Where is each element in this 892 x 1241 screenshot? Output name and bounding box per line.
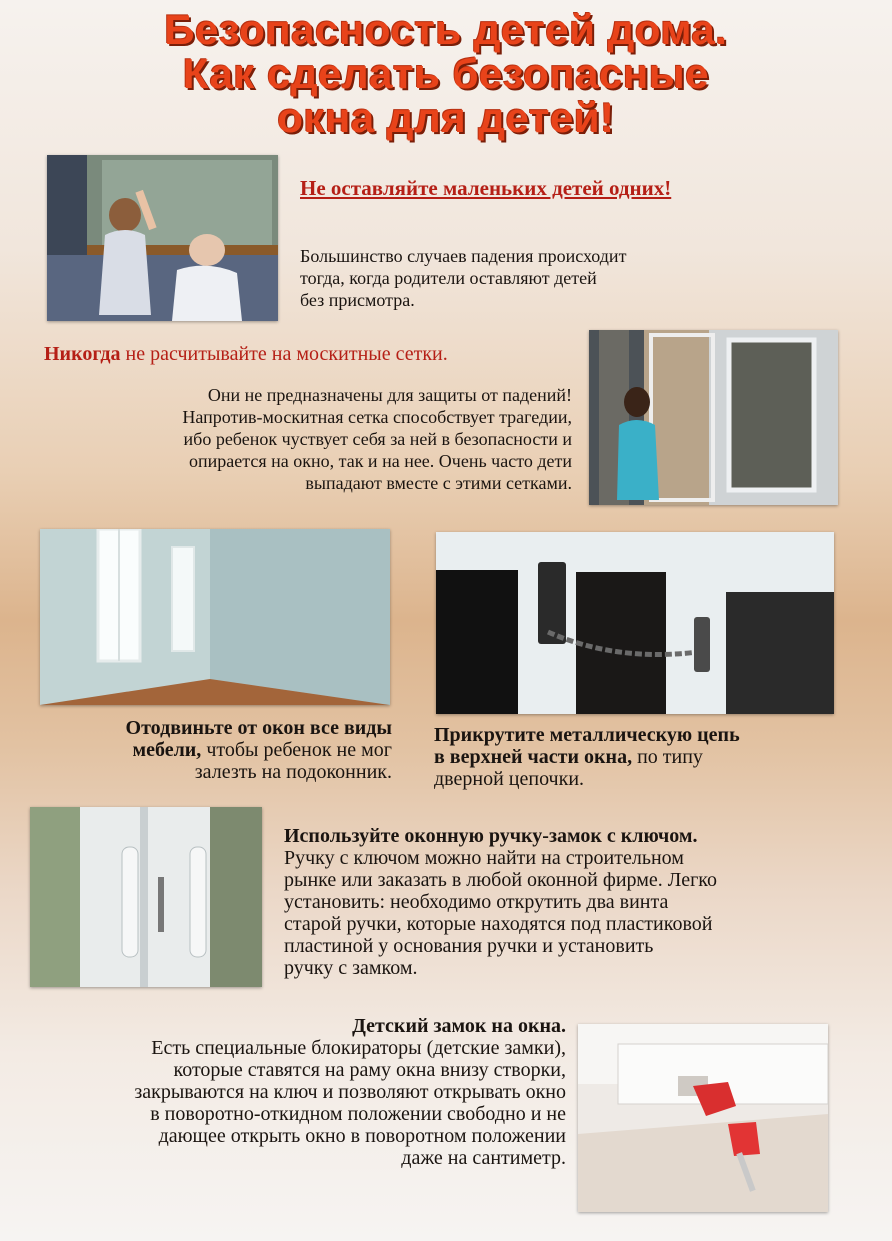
window-chain-photo bbox=[436, 532, 834, 714]
section6-heading: Детский замок на окна. bbox=[352, 1015, 566, 1037]
section1-line: без присмотра. bbox=[300, 290, 415, 310]
section3-text bbox=[40, 717, 392, 783]
section6-line: в поворотно-откидном положении свободно и не bbox=[150, 1103, 566, 1125]
mosquito-net-photo bbox=[589, 330, 838, 505]
section6-line: закрываются на ключ и позволяют открывать окно bbox=[134, 1081, 566, 1103]
section6-line: Есть специальные блокираторы (детские замки), bbox=[151, 1037, 566, 1059]
section1-line: Большинство случаев падения происходит bbox=[300, 246, 627, 266]
children-at-window-photo bbox=[47, 155, 278, 321]
section5-line: рынке или заказать в любой оконной фирме. Легко bbox=[284, 869, 717, 891]
section3-line-3: залезть на подоконник. bbox=[194, 761, 392, 783]
section5-heading: Используйте оконную ручку-замок с ключом. bbox=[284, 825, 698, 847]
section2-line: опирается на окно, так и на нее. Очень часто дети bbox=[189, 451, 572, 471]
section5-line: Ручку с ключом можно найти на строительном bbox=[284, 847, 684, 869]
section3-emphasis-1: Отодвиньте от окон все виды bbox=[125, 717, 392, 739]
section1-line: тогда, когда родители оставляют детей bbox=[300, 268, 597, 288]
section2-line: выпадают вместе с этими сетками. bbox=[305, 473, 572, 493]
section3-line-2-rest: чтобы ребенок не мог bbox=[201, 739, 392, 761]
window-lock-handle-photo bbox=[30, 807, 262, 987]
section5-line: установить: необходимо открутить два винта bbox=[284, 891, 669, 913]
section6-text bbox=[26, 1015, 566, 1169]
section5-line: старой ручки, которые находятся под пластиковой bbox=[284, 913, 713, 935]
title-line-2: Как сделать безопасные bbox=[182, 50, 710, 97]
section5-line: ручку с замком. bbox=[284, 957, 418, 979]
child-window-lock-photo bbox=[578, 1024, 828, 1212]
section4-line-3: дверной цепочки. bbox=[434, 768, 585, 790]
section4-line-2-rest: по типу bbox=[632, 746, 703, 768]
section1-heading: Не оставляйте маленьких детей одних! bbox=[300, 176, 672, 200]
section2-heading bbox=[44, 343, 584, 365]
section1-body bbox=[300, 245, 780, 311]
section5-text bbox=[284, 825, 844, 979]
section2-body bbox=[30, 384, 572, 494]
section2-heading-rest: не расчитывайте на москитные сетки. bbox=[120, 343, 448, 365]
section6-line: даже на сантиметр. bbox=[401, 1147, 566, 1169]
section3-emphasis-2: мебели, bbox=[132, 739, 202, 761]
empty-room-photo bbox=[40, 529, 390, 705]
section4-emphasis-1: Прикрутите металлическую цепь bbox=[434, 724, 740, 746]
section5-line: пластиной у основания ручки и установить bbox=[284, 935, 654, 957]
section6-line: дающее открыть окно в поворотном положении bbox=[158, 1125, 566, 1147]
section2-line: ибо ребенок чуствует себя за ней в безопасности и bbox=[183, 429, 572, 449]
section2-line: Они не предназначены для защиты от падений! bbox=[207, 385, 572, 405]
title-line-1: Безопасность детей дома. bbox=[164, 6, 728, 53]
section6-line: которые ставятся на раму окна внизу створки, bbox=[173, 1059, 566, 1081]
title-line-3: окна для детей! bbox=[277, 94, 615, 141]
section4-text bbox=[434, 724, 844, 790]
poster-title bbox=[0, 8, 892, 140]
section2-heading-emphasis: Никогда bbox=[44, 343, 121, 365]
section2-line: Напротив-москитная сетка способствует трагедии, bbox=[182, 407, 572, 427]
section4-emphasis-2: в верхней части окна, bbox=[434, 746, 633, 768]
